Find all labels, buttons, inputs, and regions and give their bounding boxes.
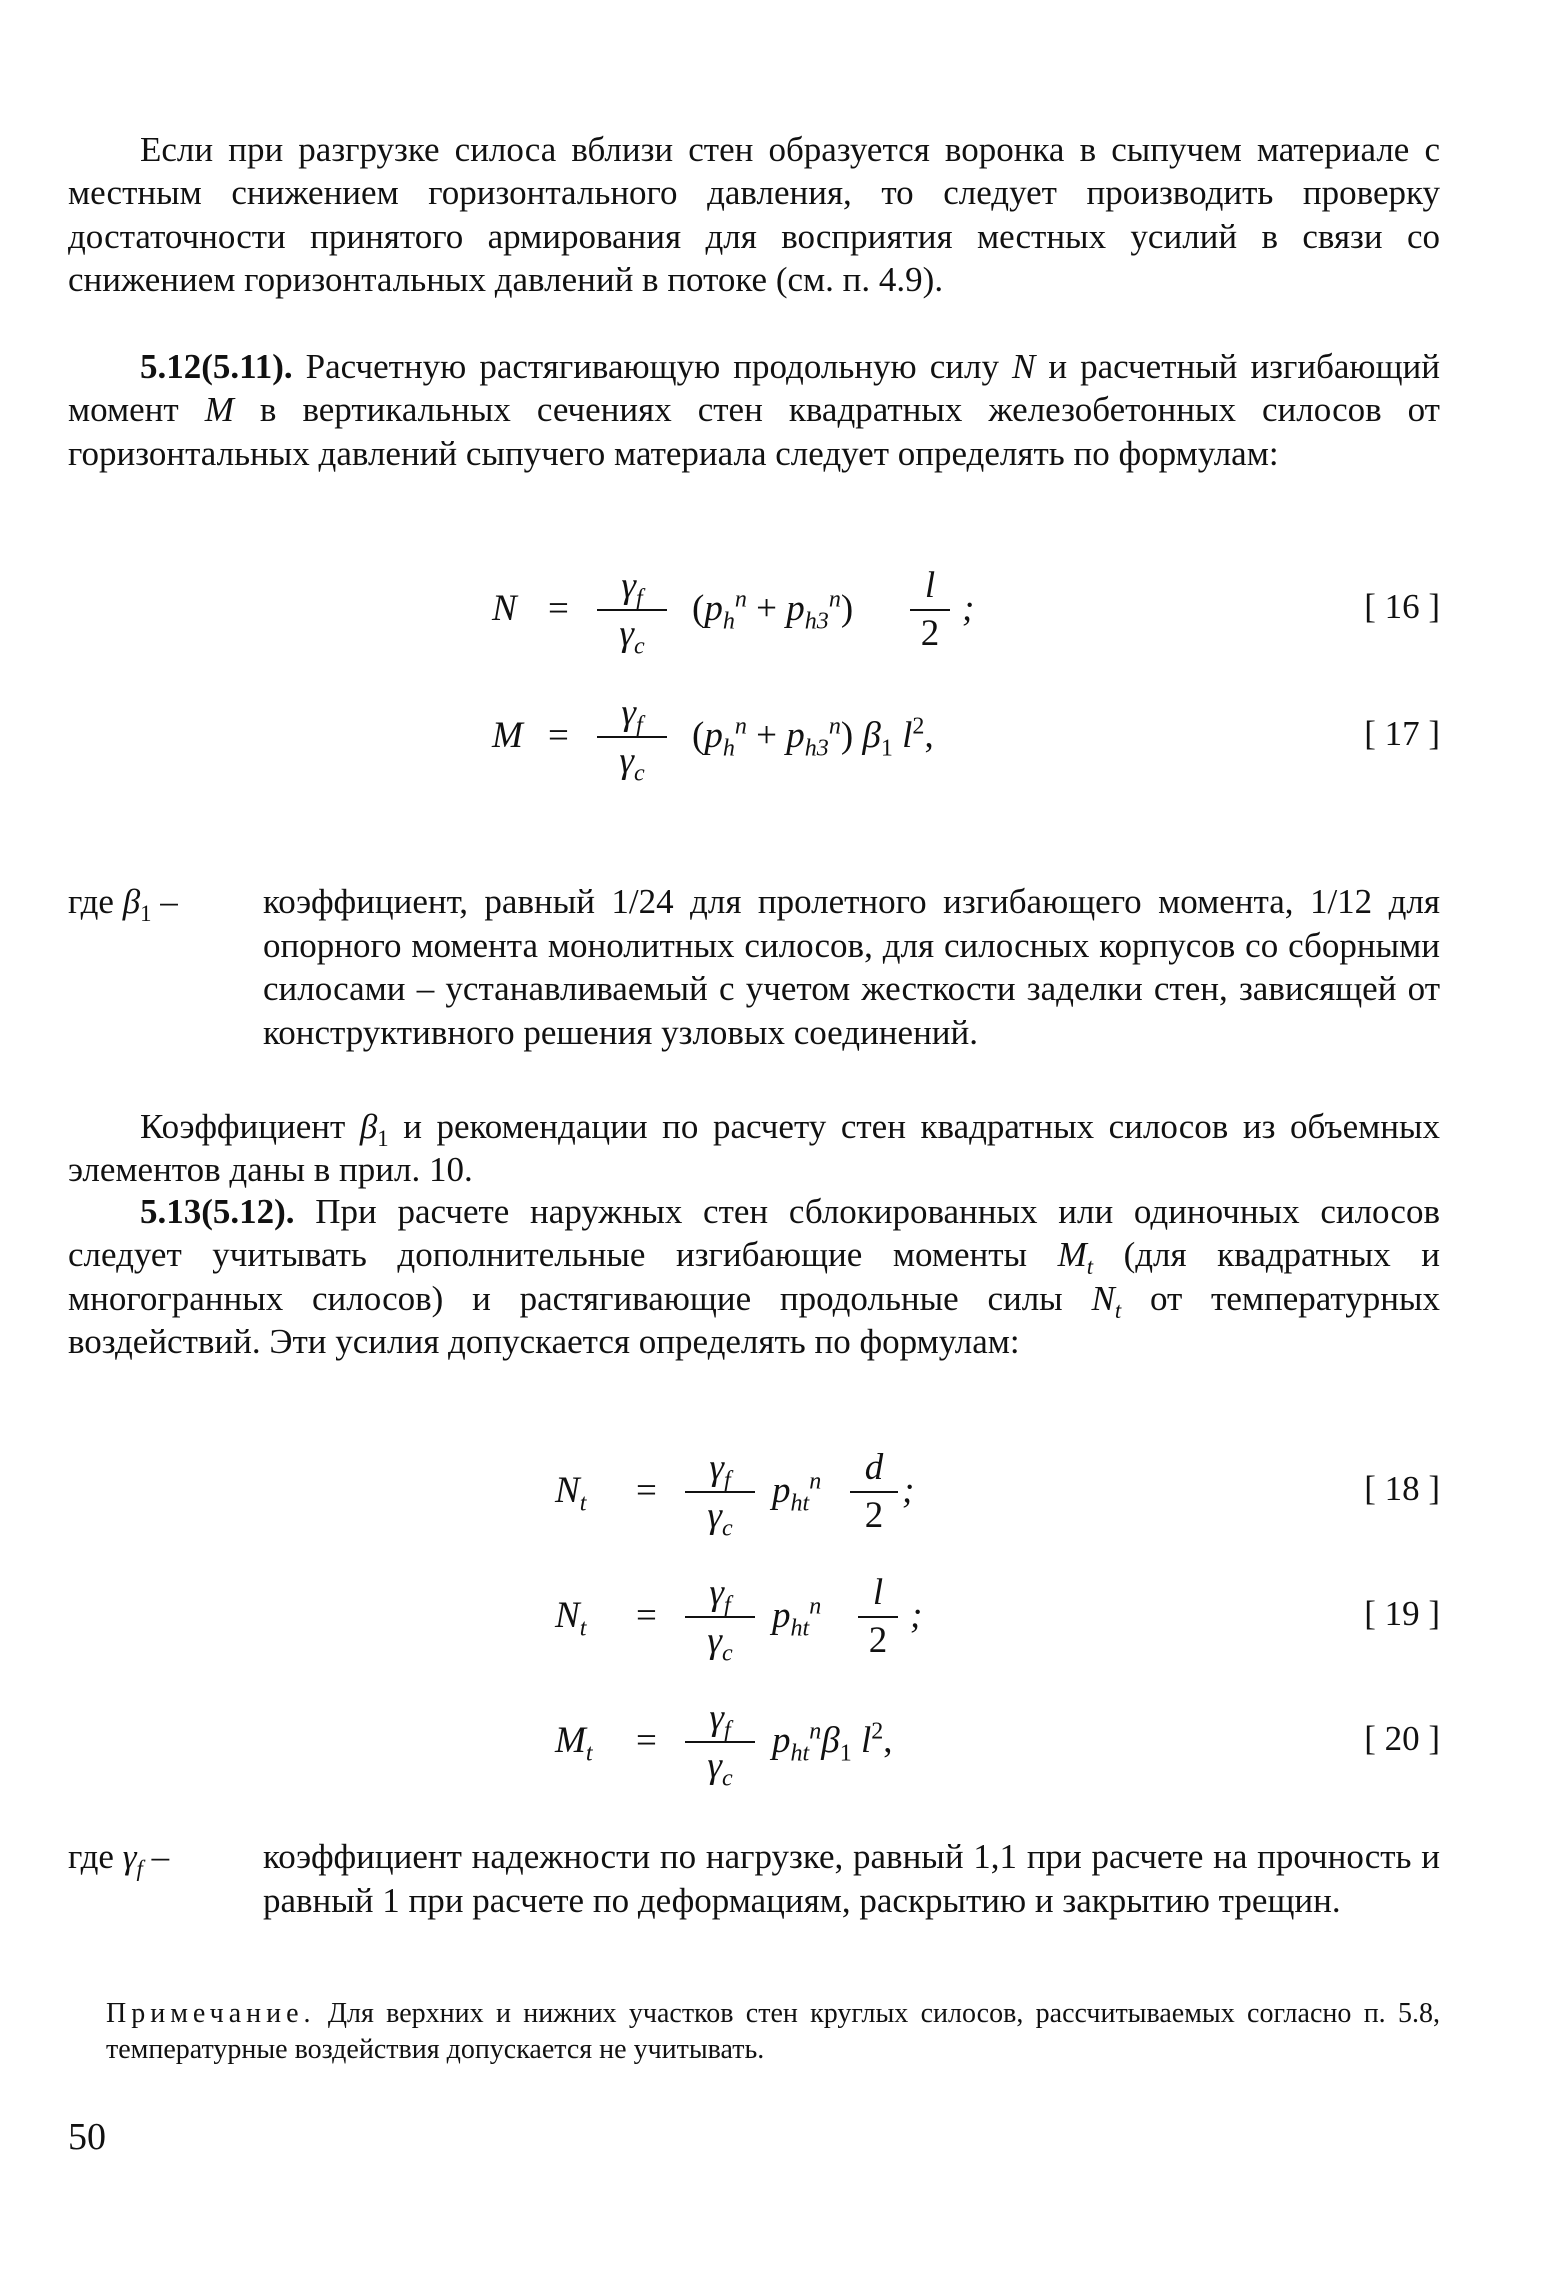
paragraph-funnel-check: Если при разгрузке силоса вблизи стен образуется воронка в сыпучем материале с местным снижением горизонтального давления, то следует производить проверку достаточности принятого армирования для восприятия местных усилий в связи со снижением горизонтальных давлений в потоке (см. п. 4.9).	[68, 130, 1440, 299]
formula-pressure-sum: $(p_h^n + p_{h3}^n)$ $\beta_1$ $l^2$,	[692, 713, 934, 762]
equals-sign: =	[548, 588, 569, 629]
equation-number: [ 18 ]	[1364, 1469, 1440, 1508]
paragraph-5-13: 5.13(5.12). При расчете наружных стен сблокированных или одиночных силосов следует учитывать дополнительные изгибающие моменты $M_t$ (для квадратных и многогранных силосов) и растягивающие продольные силы $N_t$ от температурных воздействий. Эти усилия допускается определять по формулам:	[68, 1192, 1440, 1361]
note-paragraph: Примечание. Для верхних и нижних участков стен круглых силосов, рассчитываемых согласно п. 5.8, температурные воздействия допускается не учитывать.	[106, 1998, 1440, 2065]
formula-lhs: N	[492, 588, 517, 629]
formula-pressure: $p_{ht}^n$	[772, 1593, 822, 1642]
fraction-d-over-2: d 2	[850, 1445, 898, 1539]
formula-lhs: $N_t$	[555, 1470, 587, 1517]
definition-gamma-f: где $\gamma_f$ – коэффициент надежности по нагрузке, равный 1,1 при расчете на прочность и равный 1 при расчете по деформациям, раскрытию и закрытию трещин.	[68, 1837, 1440, 1920]
equals-sign: =	[636, 1470, 657, 1511]
equation-number: [ 20 ]	[1364, 1719, 1440, 1758]
clause-number: 5.13(5.12).	[140, 1192, 295, 1231]
fraction-gamma: $\gamma_f$ $\gamma_c$	[597, 563, 667, 657]
equals-sign: =	[636, 1720, 657, 1761]
fraction-gamma: $\gamma_f$ $\gamma_c$	[685, 1570, 755, 1664]
equation-number: [ 17 ]	[1364, 714, 1440, 753]
paragraph-5-12: 5.12(5.11). Расчетную растягивающую продольную силу N и расчетный изгибающий момент M в вертикальных сечениях стен квадратных железобетонных силосов от горизонтальных давлений сыпучего материала следует определять по формулам:	[68, 347, 1440, 473]
note-label: Примечание.	[106, 1998, 316, 2029]
fraction-gamma: $\gamma_f$ $\gamma_c$	[685, 1695, 755, 1789]
formula-17	[0, 690, 1565, 800]
paragraph-coefficient: Коэффициент $\beta_1$ и рекомендации по расчету стен квадратных силосов из объемных элементов даны в прил. 10.	[68, 1107, 1441, 1190]
fraction-l-over-2: l 2	[858, 1570, 898, 1664]
formula-19: $N_t$ = $\gamma_f$ $\gamma_c$ $p_{ht}^n$ l 2 ; [ 19 ]	[555, 1572, 1440, 1667]
formula-moment: $p_{ht}^n\beta_1$ $l^2$,	[772, 1718, 893, 1767]
formula-lhs: $N_t$	[555, 1595, 587, 1642]
fraction-gamma: $\gamma_f$ $\gamma_c$	[597, 690, 667, 784]
formula-pressure: $p_{ht}^n$	[772, 1468, 822, 1517]
fraction-gamma: $\gamma_f$ $\gamma_c$	[685, 1445, 755, 1539]
equals-sign: =	[548, 715, 569, 756]
formula-18: $N_t$ = $\gamma_f$ $\gamma_c$ $p_{ht}^n$ d 2 ; [ 18 ]	[555, 1447, 1440, 1542]
formula-lhs: $M_t$	[555, 1720, 593, 1767]
equals-sign: =	[636, 1595, 657, 1636]
equation-number: [ 16 ]	[1364, 587, 1440, 626]
fraction-l-over-2: l 2	[910, 563, 950, 657]
page-number: 50	[68, 2116, 106, 2158]
equation-number: [ 19 ]	[1364, 1594, 1440, 1633]
formula-20	[0, 1695, 1565, 1805]
clause-number: 5.12(5.11).	[140, 347, 293, 386]
formula-16: N = $\gamma_f$ $\gamma_c$ $(p_h^n + p_{h3}^n)$ l 2 ; [ 16 ]	[492, 565, 1440, 660]
definition-beta1: где $\beta_1$ – коэффициент, равный 1/24 для пролетного изгибающего момента, 1/12 для опорного момента монолитных силосов, для силосных корпусов со сборными силосами – устанавливаемый с учетом жесткости заделки стен, зависящей от конструктивного решения узловых соединений.	[68, 882, 1440, 1052]
formula-lhs: M	[492, 715, 523, 756]
formula-pressure-sum: $(p_h^n + p_{h3}^n)$	[692, 586, 854, 635]
